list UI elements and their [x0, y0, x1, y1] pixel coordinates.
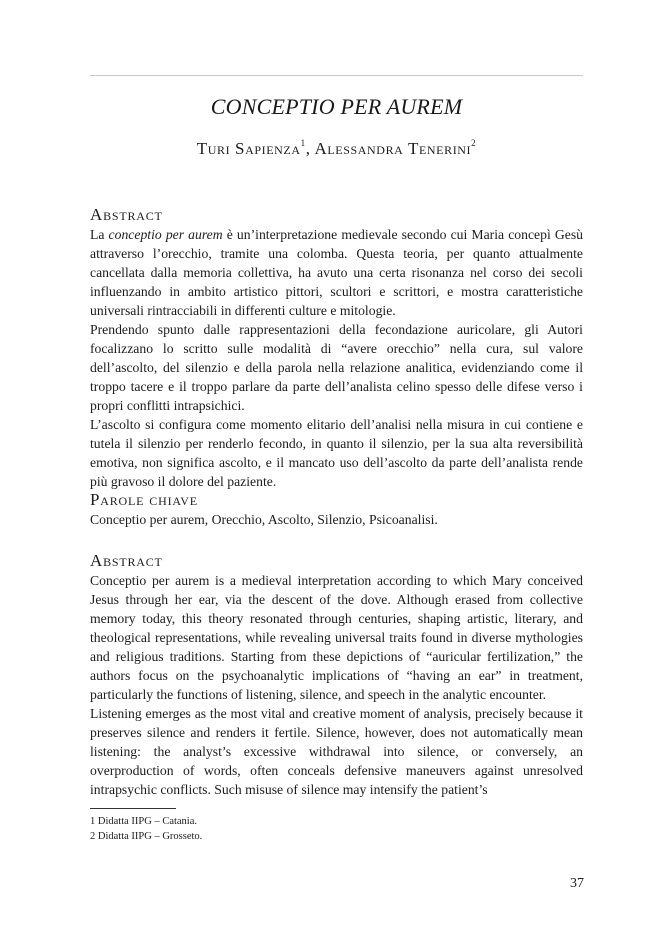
section-heading: Parole chiave — [90, 490, 198, 509]
article-title: CONCEPTIO PER AUREM — [210, 94, 463, 119]
footnote-marker: 2 — [471, 138, 477, 148]
footnote: 2 Didatta IIPG – Grosseto. — [90, 831, 203, 842]
top-rule — [90, 75, 583, 76]
abstract-paragraph: Listening emerges as the most vital and creative moment of analysis, precisely because it preserves silence and renders it fertile. Silence, however, does not automatically mean listening: the analyst’s excessive withdrawal into silence, or conversely, an overproduction of words, often conceals defensive maneuvers against unresolved intrapsychic conflicts. Such misuse of silence may intensify the patient’s — [90, 706, 583, 797]
footnote: 1 Didatta IIPG – Catania. — [90, 816, 198, 827]
abstract-english — [90, 551, 583, 799]
paragraph-text: La — [90, 227, 109, 242]
abstract-paragraph — [90, 225, 583, 320]
footnote-rule — [90, 808, 176, 809]
footnotes — [90, 814, 390, 844]
abstract-italian — [90, 205, 583, 491]
footnote-marker: 1 — [300, 138, 306, 148]
paragraph-text: è un’interpretazione medievale secondo cui Maria concepì Gesù attraverso l’orecchio, tramite una colomba. Questa teoria, per quanto attualmente cancellata dalla memoria collettiva, ha avuto una certa risonanza nel corso dei secoli influenzando in ambito artistico pittori, scultori e scrittori, e mostra caratteristiche universali rintracciabili in differenti culture e mitologie. — [90, 227, 583, 318]
section-heading: Abstract — [90, 205, 163, 224]
keywords-section — [90, 490, 583, 529]
italic-term: conceptio per aurem — [108, 227, 223, 242]
author-line — [90, 139, 583, 159]
author-separator: , — [305, 139, 315, 158]
abstract-paragraph: L’ascolto si configura come momento elitario dell’analisi nella misura in cui contiene e tutela il silenzio per renderlo fecondo, in quanto il silenzio, per la sua alta reversibilità emotiva, non significa ascolto, e il mancato uso dell’ascolto da parte dell’analista rende più gravoso il dolore del paziente. — [90, 417, 583, 489]
keywords-text: Conceptio per aurem, Orecchio, Ascolto, Silenzio, Psicoanalisi. — [90, 512, 438, 527]
author-name: Alessandra Tenerini — [314, 139, 472, 158]
author-name: Turi Sapienza — [196, 139, 301, 158]
abstract-paragraph: Prendendo spunto dalle rappresentazioni della fecondazione auricolare, gli Autori focalizzano lo scritto sulle modalità di “avere orecchio” nella cura, sul valore dell’ascolto, del silenzio e della parola nella relazione analitica, evidenziando come il troppo tacere e il troppo parlare da parte dell’analista celino spesso delle difese verso i propri conflitti intrapsichici. — [90, 322, 583, 413]
section-heading: Abstract — [90, 551, 163, 570]
abstract-paragraph: Conceptio per aurem is a medieval interpretation according to which Mary conceived Jesus through her ear, via the descent of the dove. Although erased from collective memory today, this theory resonated through centuries, shaping artistic, literary, and theological representations, while revealing universal traits found in diverse mythologies and religious traditions. Starting from these depictions of “auricular fertilization,” the authors focus on the psychoanalytic implications of “having an ear” in treatment, particularly the functions of listening, silence, and speech in the analytic encounter. — [90, 573, 583, 702]
page-number: 37 — [570, 876, 584, 891]
